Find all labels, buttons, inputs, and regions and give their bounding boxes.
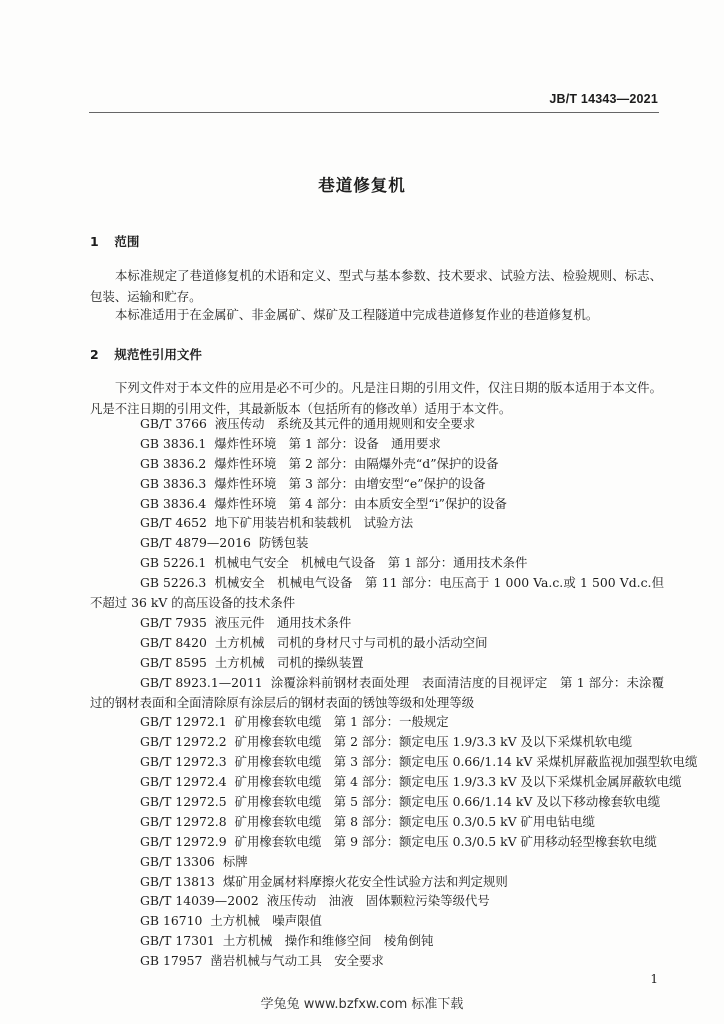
reference-item [90, 474, 664, 494]
section-2-heading [90, 345, 202, 363]
reference-code: GB 5226.1 [140, 555, 207, 571]
header-code: JB/T 14343—2021 [549, 92, 658, 106]
document-title: 巷道修复机 [318, 176, 406, 195]
reference-title: 标牌 [222, 853, 248, 869]
reference-item [90, 891, 664, 911]
reference-code: GB 5226.3 [140, 575, 207, 591]
reference-title: 液压元件 通用技术条件 [214, 614, 352, 630]
reference-title: 凿岩机械与气动工具 安全要求 [210, 953, 384, 969]
reference-item [90, 712, 664, 732]
section-1-paragraph-2: 本标准适用于在金属矿、非金属矿、煤矿及工程隧道中完成巷道修复作业的巷道修复机。 [115, 307, 599, 322]
reference-code: GB/T 12972.4 [140, 774, 227, 790]
reference-title: 液压传动 油液 固体颗粒污染等级代号 [266, 893, 490, 909]
reference-title: 地下矿用装岩机和装载机 试验方法 [214, 515, 414, 531]
reference-item [90, 931, 664, 951]
reference-item [90, 653, 664, 673]
reference-item [90, 872, 664, 892]
reference-item [90, 752, 698, 772]
reference-item [90, 852, 664, 872]
reference-item [90, 454, 664, 474]
reference-title: 矿用橡套软电缆 第 1 部分：一般规定 [234, 714, 449, 730]
reference-title: 矿用橡套软电缆 第 3 部分：额定电压 0.66/1.14 kV 采煤机屏蔽监视加强型软电缆 [234, 754, 698, 770]
reference-item [90, 513, 664, 533]
reference-code: GB/T 12972.8 [140, 813, 227, 829]
reference-item [90, 951, 664, 971]
reference-title: 矿用橡套软电缆 第 4 部分：额定电压 1.9/3.3 kV 及以下采煤机金属屏蔽软电缆 [234, 774, 682, 790]
reference-item [90, 553, 664, 573]
reference-code: GB/T 14039—2002 [140, 893, 259, 909]
section-number: 1 [90, 234, 99, 249]
page-number: 1 [650, 972, 658, 986]
reference-title: 机械电气安全 机械电气设备 第 1 部分：通用技术条件 [214, 555, 528, 571]
reference-item [90, 673, 664, 713]
reference-title: 矿用橡套软电缆 第 8 部分：额定电压 0.3/0.5 kV 矿用电钻电缆 [234, 813, 595, 829]
reference-item [90, 494, 664, 514]
reference-title: 土方机械 司机的身材尺寸与司机的最小活动空间 [214, 634, 488, 650]
reference-code: GB/T 8420 [140, 634, 207, 650]
reference-title: 涂覆涂料前钢材表面处理 表面清洁度的目视评定 第 1 部分：未涂覆过的钢材表面和全面清除原有涂层后的钢材表面的锈蚀等级和处理等级 [90, 674, 664, 710]
reference-code: GB/T 12972.3 [140, 754, 227, 770]
reference-item [90, 911, 664, 931]
reference-title: 煤矿用金属材料摩擦火花安全性试验方法和判定规则 [222, 873, 508, 889]
reference-code: GB 3836.1 [140, 435, 207, 451]
reference-item [90, 812, 664, 832]
header-rule [89, 112, 659, 113]
reference-title: 防锈包装 [258, 535, 309, 551]
reference-code: GB 3836.2 [140, 455, 207, 471]
reference-code: GB 3836.3 [140, 475, 207, 491]
reference-item [90, 434, 664, 454]
reference-title: 爆炸性环境 第 3 部分：由增安型“e”保护的设备 [214, 475, 486, 491]
reference-code: GB/T 17301 [140, 933, 215, 949]
reference-item [90, 832, 664, 852]
reference-title: 土方机械 操作和维修空间 棱角倒钝 [222, 933, 434, 949]
reference-code: GB/T 13306 [140, 853, 215, 869]
reference-code: GB/T 4879—2016 [140, 535, 251, 551]
reference-title: 液压传动 系统及其元件的通用规则和安全要求 [214, 416, 476, 431]
reference-code: GB/T 12972.9 [140, 833, 227, 849]
reference-item [90, 533, 664, 553]
reference-code: GB/T 7935 [140, 614, 207, 630]
section-2-paragraph-1: 下列文件对于本文件的应用是必不可少的。凡是注日期的引用文件，仅注日期的版本适用于本文件。凡是不注日期的引用文件，其最新版本（包括所有的修改单）适用于本文件。 [90, 380, 662, 416]
reference-item [90, 613, 664, 633]
watermark-text: 学兔兔 www.bzfxw.com 标准下载 [260, 997, 464, 1012]
reference-code: GB/T 8595 [140, 654, 207, 670]
reference-title: 矿用橡套软电缆 第 2 部分：额定电压 1.9/3.3 kV 及以下采煤机软电缆 [234, 734, 633, 750]
reference-code: GB/T 12972.1 [140, 714, 227, 730]
reference-item [90, 414, 664, 434]
reference-item [90, 792, 664, 812]
reference-title: 土方机械 司机的操纵装置 [214, 654, 364, 670]
normative-reference-list [90, 414, 698, 971]
reference-code: GB 3836.4 [140, 495, 207, 511]
reference-title: 矿用橡套软电缆 第 5 部分：额定电压 0.66/1.14 kV 及以下移动橡套软电缆 [234, 793, 661, 809]
section-1-paragraph-1: 本标准规定了巷道修复机的术语和定义、型式与基本参数、技术要求、试验方法、检验规则、标志、包装、运输和贮存。 [90, 268, 662, 304]
reference-code: GB/T 13813 [140, 873, 215, 889]
reference-title: 机械安全 机械电气设备 第 11 部分：电压高于 1 000 Va.c.或 1 500 Vd.c.但不超过 36 kV 的高压设备的技术条件 [90, 575, 664, 611]
section-title: 规范性引用文件 [114, 347, 202, 362]
reference-code: GB/T 12972.5 [140, 793, 227, 809]
reference-title: 土方机械 噪声限值 [210, 913, 322, 929]
reference-item [90, 732, 664, 752]
section-title: 范围 [114, 234, 140, 249]
reference-code: GB 16710 [140, 913, 203, 929]
reference-code: GB/T 3766 [140, 416, 207, 431]
reference-item [90, 772, 682, 792]
reference-item [90, 633, 664, 653]
reference-code: GB 17957 [140, 953, 203, 969]
reference-title: 矿用橡套软电缆 第 9 部分：额定电压 0.3/0.5 kV 矿用移动轻型橡套软电缆 [234, 833, 657, 849]
reference-title: 爆炸性环境 第 1 部分：设备 通用要求 [214, 435, 441, 451]
reference-code: GB/T 4652 [140, 515, 207, 531]
section-1-heading [90, 232, 139, 250]
reference-title: 爆炸性环境 第 4 部分：由本质安全型“i”保护的设备 [214, 495, 507, 511]
reference-item [90, 573, 664, 613]
reference-title: 爆炸性环境 第 2 部分：由隔爆外壳“d”保护的设备 [214, 455, 499, 471]
reference-code: GB/T 8923.1—2011 [140, 674, 263, 690]
section-number: 2 [90, 347, 99, 362]
reference-code: GB/T 12972.2 [140, 734, 227, 750]
